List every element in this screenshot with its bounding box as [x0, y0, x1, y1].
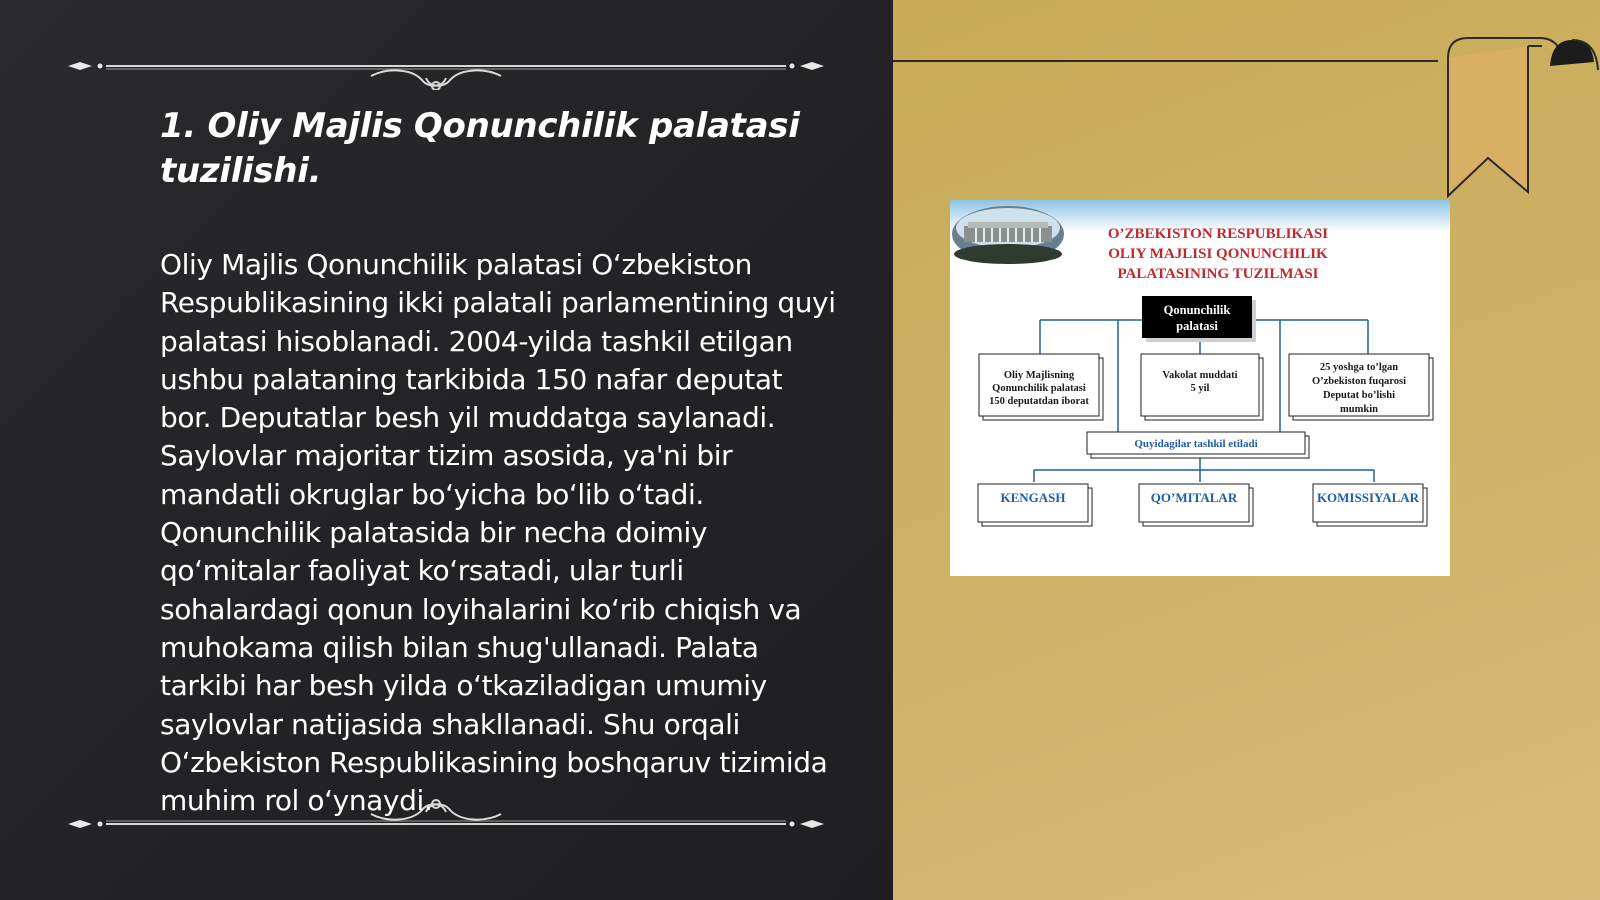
leaf-komissiyalar: KOMISSIYALAR — [1316, 490, 1420, 505]
top-ornament-divider — [66, 40, 826, 90]
diagram-root-box — [1142, 296, 1256, 342]
leaf-qomitalar: QO’MITALAR — [1150, 490, 1238, 505]
bookmark-ribbon-icon — [1430, 36, 1600, 201]
parliament-building-photo — [952, 206, 1064, 264]
root-line1: Qonunchilik — [1163, 303, 1231, 317]
diagram-connector-box — [1087, 432, 1309, 458]
box-right-line2: O’zbekiston fuqarosi — [1311, 376, 1407, 387]
diagram-heading-line1: O’ZBEKISTON RESPUBLIKASI — [1107, 226, 1329, 242]
box-left-line2: Qonunchilik palatasi — [992, 383, 1086, 394]
accent-divider-line — [893, 60, 1438, 62]
diagram-heading-line3: PALATASINING TUZILMASI — [1117, 266, 1319, 282]
slide-body-text: Oliy Majlis Qonunchilik palatasi O‘zbekiston Respublikasining ikki palatali parlamentining quyi palatasi hisoblanadi. 2004-yilda tashkil etilgan ushbu palataning tarkibida 150 nafar deputat bor. Deputatlar besh yil muddatga saylanadi. Saylovlar majoritar tizim asosida, ya'ni bir mandatli okruglar bo‘yicha bo‘lib o‘tadi. Qonunchilik palatasida bir necha doimiy qo‘mitalar faoliyat ko‘rsatadi, ular turli sohalardagi qonun loyihalarini ko‘rib chiqish va muhokama qilish bilan shug'ullanadi. Palata tarkibi har besh yilda o‘tkaziladigan umumiy saylovlar natijasida shakllanadi. Shu orqali O‘zbekiston Respublikasining boshqaruv tizimida muhim rol o‘ynaydi. — [160, 248, 836, 818]
connector-label: Quyidagilar tashkil etiladi — [1134, 438, 1258, 450]
structure-diagram-image — [950, 200, 1450, 576]
box-left-line1: Oliy Majlisning — [1003, 370, 1075, 381]
box-left-line3: 150 deputatdan iborat — [989, 396, 1089, 407]
box-mid-line2: 5 yil — [1190, 383, 1210, 394]
diagram-heading-line2: OLIY MAJLISI QONUNCHILIK — [1108, 246, 1328, 262]
leaf-kengash: KENGASH — [1000, 490, 1066, 505]
box-mid-line1: Vakolat muddati — [1162, 370, 1238, 381]
root-line2: palatasi — [1176, 319, 1218, 333]
box-right-line4: mumkin — [1340, 404, 1378, 415]
slide-title: 1. Oliy Majlis Qonunchilik palatasi tuzilishi. — [160, 106, 800, 191]
box-right-line1: 25 yoshga to’lgan — [1319, 362, 1399, 373]
box-right-line3: Deputat bo’lishi — [1322, 390, 1396, 401]
